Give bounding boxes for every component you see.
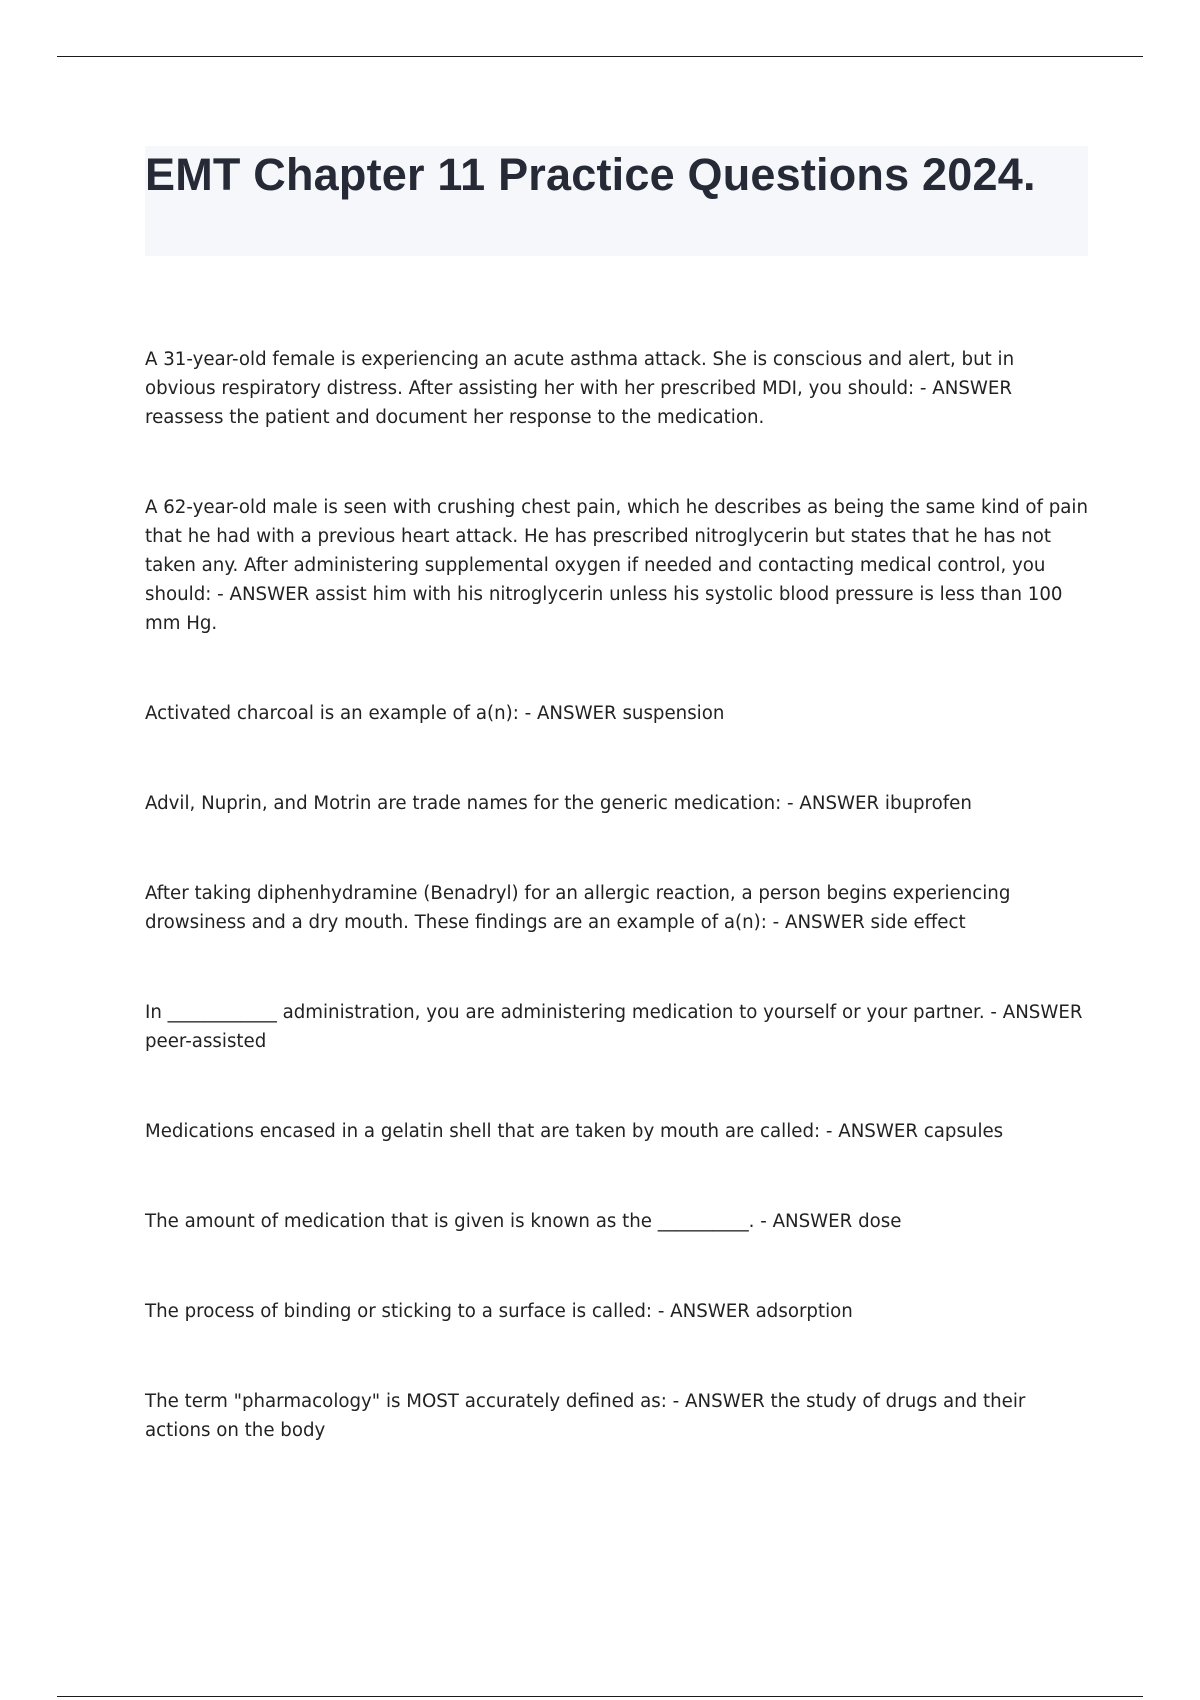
question-answer-item: A 62-year-old male is seen with crushing chest pain, which he describes as being the same kind of pain that he had with a previous heart attack. He has prescribed nitroglycerin but states that he has not taken any. After administering supplemental oxygen if needed and contacting medical control, you should: - ANSWER assist him with his nitroglycerin unless his systolic blood pressure is less than 100 mm Hg.	[145, 497, 1088, 634]
question-answer-item: In ____________ administration, you are administering medication to yourself or your partner. - ANSWER peer-assisted	[145, 1002, 1083, 1052]
question-answer-item: After taking diphenhydramine (Benadryl) for an allergic reaction, a person begins experiencing drowsiness and a dry mouth. These findings are an example of a(n): - ANSWER side effect	[145, 883, 1011, 933]
question-answer-item: The term "pharmacology" is MOST accurately defined as: - ANSWER the study of drugs and their actions on the body	[145, 1391, 1026, 1441]
question-answer-item: Advil, Nuprin, and Motrin are trade names for the generic medication: - ANSWER ibuprofen	[145, 793, 972, 814]
question-answer-item: Medications encased in a gelatin shell that are taken by mouth are called: - ANSWER capsules	[145, 1121, 1004, 1142]
question-answer-item: The amount of medication that is given is known as the __________. - ANSWER dose	[145, 1211, 902, 1232]
question-answer-item: A 31-year-old female is experiencing an acute asthma attack. She is conscious and alert, but in obvious respiratory distress. After assisting her with her prescribed MDI, you should: - ANSWER reassess the patient and document her response to the medication.	[145, 349, 1015, 428]
question-answer-item: Activated charcoal is an example of a(n): - ANSWER suspension	[145, 703, 725, 724]
top-divider	[57, 56, 1143, 57]
question-answer-item: The process of binding or sticking to a surface is called: - ANSWER adsorption	[145, 1301, 853, 1322]
bottom-divider	[57, 1696, 1143, 1697]
page-title: EMT Chapter 11 Practice Questions 2024.	[145, 149, 1036, 200]
question-list	[145, 345, 1090, 1445]
title-banner	[145, 146, 1088, 256]
